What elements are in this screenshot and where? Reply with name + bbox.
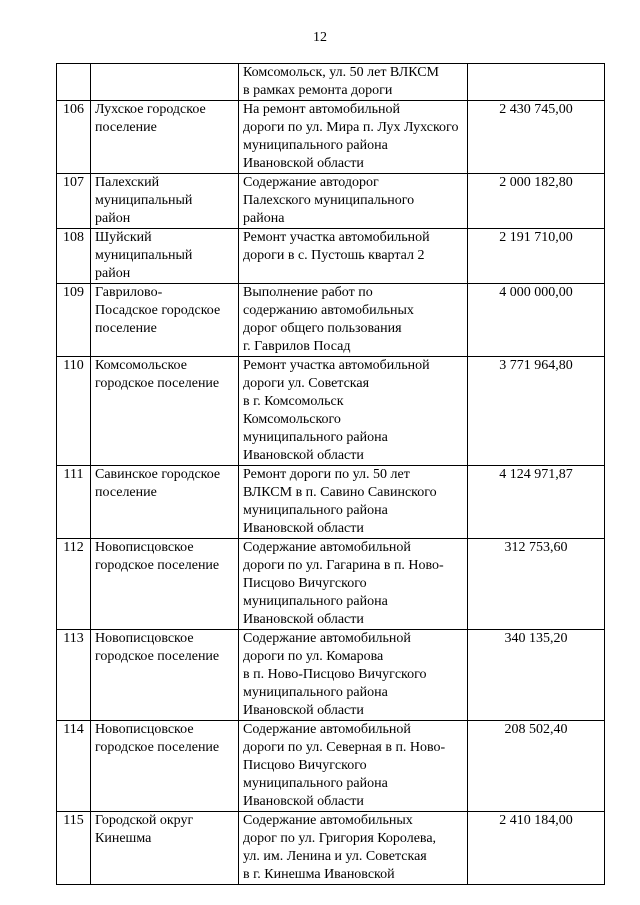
table-row [57,721,605,812]
purpose-line: дороги ул. Советская [243,376,370,391]
table-row [57,357,605,466]
row-number-cell: 109 [57,284,91,357]
purpose-line: Комсомольского [243,412,341,427]
purpose-line: муниципального района [243,685,388,700]
purpose-cell [239,284,468,357]
table-row [57,229,605,284]
row-number-cell: 114 [57,721,91,812]
municipality-line: район [95,211,131,226]
table-row [57,174,605,229]
purpose-line: ВЛКСМ в п. Савино Савинского [243,485,437,500]
table-row [57,284,605,357]
municipality-line: Комсомольское [95,358,187,373]
purpose-line: дорог общего пользования [243,321,402,336]
purpose-line: в г. Кинешма Ивановской [243,867,395,882]
municipality-line: Шуйский [95,230,152,245]
purpose-line: Ремонт дороги по ул. 50 лет [243,467,410,482]
municipality-line: Гаврилово- [95,285,163,300]
purpose-line: дороги по ул. Комарова [243,649,384,664]
purpose-cell [239,64,468,101]
purpose-line: Содержание автодорог [243,175,379,190]
purpose-line: Писцово Вичугского [243,576,367,591]
row-number-cell: 110 [57,357,91,466]
municipality-line: Городской округ [95,813,194,828]
row-number-cell [57,64,91,101]
municipality-cell [91,174,239,229]
purpose-line: Содержание автомобильной [243,631,411,646]
purpose-cell [239,357,468,466]
purpose-line: дорог по ул. Григория Королева, [243,831,437,846]
municipality-line: район [95,266,131,281]
amount-cell [468,64,605,101]
amount-cell: 3 771 964,80 [468,357,605,466]
amount-cell: 208 502,40 [468,721,605,812]
municipality-line: городское поселение [95,376,220,391]
municipality-cell [91,630,239,721]
purpose-line: Ивановской области [243,612,364,627]
purpose-cell [239,812,468,885]
purpose-cell [239,174,468,229]
municipality-cell [91,721,239,812]
purpose-line: Ивановской области [243,703,364,718]
municipality-line: муниципальный [95,248,193,263]
purpose-line: муниципального района [243,430,388,445]
purpose-line: муниципального района [243,503,388,518]
municipality-line: городское поселение [95,649,220,664]
purpose-line: Ремонт участка автомобильной [243,358,430,373]
purpose-line: района [243,211,285,226]
row-number-cell: 113 [57,630,91,721]
purpose-line: дороги по ул. Северная в п. Ново- [243,740,446,755]
purpose-line: г. Гаврилов Посад [243,339,351,354]
page-number: 12 [313,30,327,45]
table-row [57,539,605,630]
amount-cell: 2 191 710,00 [468,229,605,284]
municipality-line: муниципальный [95,193,193,208]
municipality-line: поселение [95,485,157,500]
purpose-cell [239,721,468,812]
purpose-line: Писцово Вичугского [243,758,367,773]
municipality-line: Новописцовское [95,540,194,555]
purpose-line: Ивановской области [243,521,364,536]
purpose-line: в рамках ремонта дороги [243,83,393,98]
purpose-line: Палехского муниципального [243,193,415,208]
municipality-cell [91,539,239,630]
row-number-cell: 112 [57,539,91,630]
municipality-cell [91,812,239,885]
table-row [57,64,605,101]
amount-cell: 312 753,60 [468,539,605,630]
purpose-cell [239,539,468,630]
table-row [57,466,605,539]
purpose-line: содержанию автомобильных [243,303,414,318]
municipality-line: городское поселение [95,558,220,573]
purpose-line: дороги по ул. Мира п. Лух Лухского [243,120,459,135]
municipality-line: городское поселение [95,740,220,755]
municipality-line: Новописцовское [95,631,194,646]
purpose-line: муниципального района [243,594,388,609]
purpose-line: муниципального района [243,138,388,153]
allocation-table [56,63,605,885]
purpose-line: Ивановской области [243,794,364,809]
municipality-line: Лухское городское [95,102,206,117]
amount-cell: 4 000 000,00 [468,284,605,357]
allocation-table-body [57,64,605,885]
purpose-cell [239,630,468,721]
table-row [57,101,605,174]
row-number-cell: 115 [57,812,91,885]
municipality-line: Новописцовское [95,722,194,737]
purpose-line: дороги в с. Пустошь квартал 2 [243,248,425,263]
row-number-cell: 108 [57,229,91,284]
row-number-cell: 106 [57,101,91,174]
amount-cell: 2 000 182,80 [468,174,605,229]
purpose-cell [239,466,468,539]
amount-cell: 4 124 971,87 [468,466,605,539]
municipality-line: поселение [95,120,157,135]
municipality-cell [91,357,239,466]
purpose-line: Ремонт участка автомобильной [243,230,430,245]
municipality-cell [91,229,239,284]
purpose-line: Выполнение работ по [243,285,373,300]
row-number-cell: 111 [57,466,91,539]
municipality-line: Савинское городское [95,467,221,482]
municipality-cell [91,466,239,539]
table-row [57,812,605,885]
purpose-line: Комсомольск, ул. 50 лет ВЛКСМ [243,65,440,80]
amount-cell: 2 430 745,00 [468,101,605,174]
municipality-line: поселение [95,321,157,336]
municipality-cell [91,101,239,174]
purpose-line: дороги по ул. Гагарина в п. Ново- [243,558,444,573]
table-row [57,630,605,721]
municipality-cell [91,64,239,101]
purpose-line: муниципального района [243,776,388,791]
amount-cell: 340 135,20 [468,630,605,721]
amount-cell: 2 410 184,00 [468,812,605,885]
purpose-cell [239,101,468,174]
purpose-line: На ремонт автомобильной [243,102,400,117]
municipality-line: Кинешма [95,831,152,846]
municipality-cell [91,284,239,357]
purpose-cell [239,229,468,284]
purpose-line: Содержание автомобильной [243,540,411,555]
purpose-line: ул. им. Ленина и ул. Советская [243,849,427,864]
purpose-line: Ивановской области [243,156,364,171]
municipality-line: Палехский [95,175,160,190]
purpose-line: в п. Ново-Писцово Вичугского [243,667,427,682]
purpose-line: Содержание автомобильной [243,722,411,737]
row-number-cell: 107 [57,174,91,229]
purpose-line: в г. Комсомольск [243,394,344,409]
purpose-line: Ивановской области [243,448,364,463]
municipality-line: Посадское городское [95,303,221,318]
purpose-line: Содержание автомобильных [243,813,413,828]
